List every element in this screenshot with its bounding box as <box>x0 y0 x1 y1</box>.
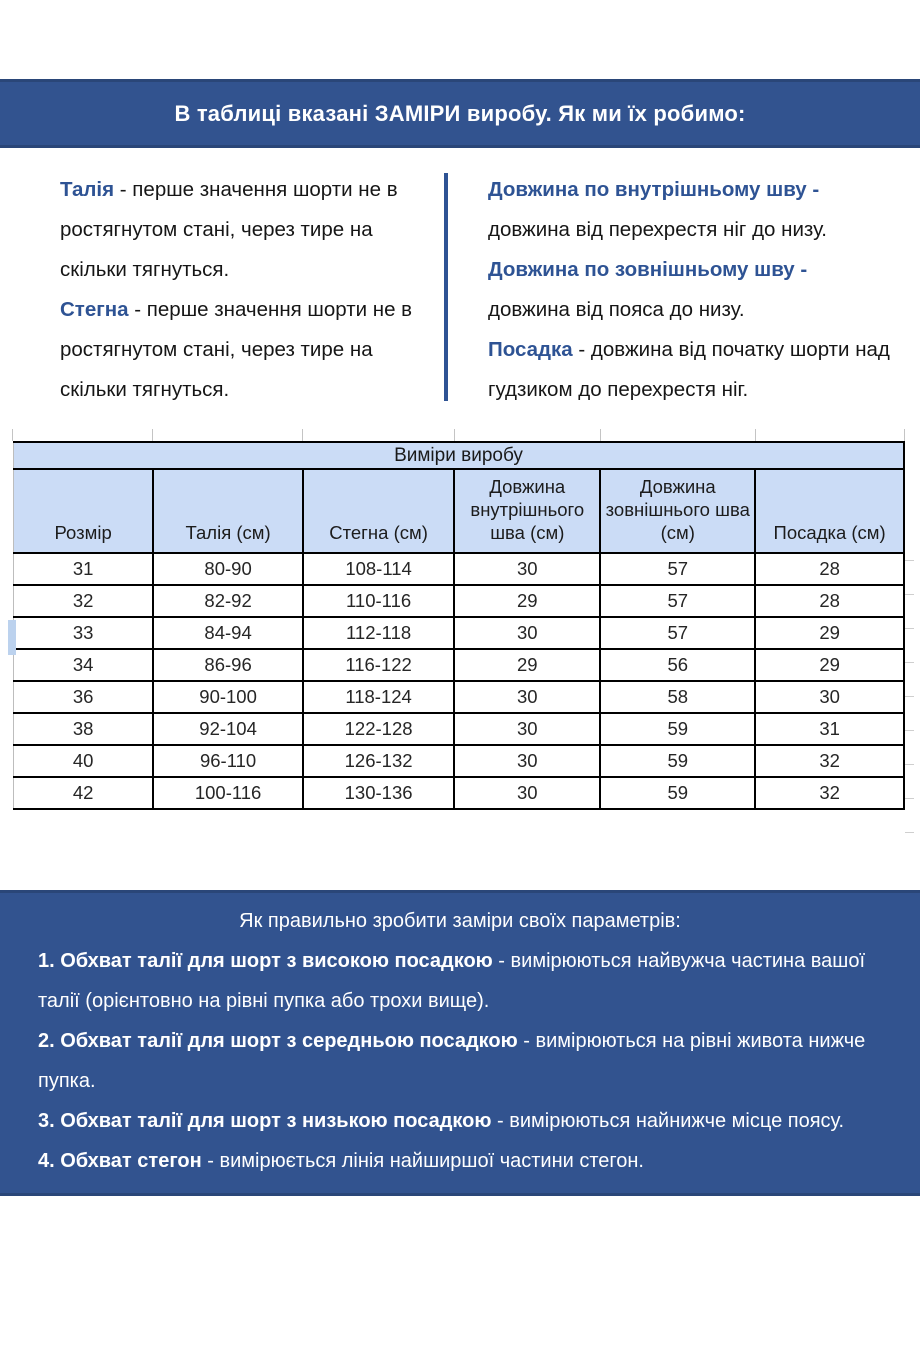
table-cell: 42 <box>14 777 154 809</box>
table-cell: 30 <box>454 745 600 777</box>
definition-text: довжина від пояса до низу. <box>488 298 745 321</box>
gridline-tick <box>905 594 914 595</box>
table-cell: 57 <box>600 617 755 649</box>
gridline-tick <box>755 429 756 441</box>
table-body <box>14 553 905 809</box>
table-cell: 29 <box>755 649 904 681</box>
definition-term: Талія <box>60 178 115 201</box>
table-cell: 130-136 <box>303 777 454 809</box>
definitions-section <box>0 148 920 410</box>
footer-banner <box>0 890 920 1196</box>
column-header: Стегна (см) <box>303 469 454 553</box>
table-cell: 30 <box>454 777 600 809</box>
table-cell: 116-122 <box>303 649 454 681</box>
gridline-tick <box>302 429 303 441</box>
definition-item <box>60 170 444 290</box>
table-cell: 92-104 <box>153 713 303 745</box>
table-row <box>14 777 905 809</box>
gridline-tick <box>905 832 914 833</box>
instruction-text: - вимірюються найвужча частина вашої талії (орієнтовно на рівні пупка або трохи вище). <box>38 950 866 1012</box>
table-cell: 40 <box>14 745 154 777</box>
table-cell: 100-116 <box>153 777 303 809</box>
definition-text: довжина від перехрестя ніг до низу. <box>488 218 827 241</box>
table-row <box>14 585 905 617</box>
table-cell: 59 <box>600 713 755 745</box>
table-cell: 32 <box>14 585 154 617</box>
table-cell: 110-116 <box>303 585 454 617</box>
table-cell: 34 <box>14 649 154 681</box>
definition-item <box>488 170 890 250</box>
instruction-lead: 2. Обхват талії для шорт з середньою посадкою <box>38 1030 518 1052</box>
definition-item <box>60 290 444 410</box>
gridline-tick <box>904 429 905 441</box>
column-header: Довжина зовнішнього шва (см) <box>600 469 755 553</box>
footer-title: Як правильно зробити заміри своїх параметрів: <box>239 910 681 932</box>
column-header: Талія (см) <box>153 469 303 553</box>
table-cell: 32 <box>755 745 904 777</box>
column-header: Розмір <box>14 469 154 553</box>
gridline-tick <box>905 628 914 629</box>
table-cell: 29 <box>755 617 904 649</box>
table-cell: 84-94 <box>153 617 303 649</box>
table-cell: 90-100 <box>153 681 303 713</box>
table-cell: 58 <box>600 681 755 713</box>
gridline-tick <box>905 662 914 663</box>
gridline-tick <box>152 429 153 441</box>
table-cell: 118-124 <box>303 681 454 713</box>
table-row <box>14 617 905 649</box>
gridline-tick <box>905 798 914 799</box>
column-divider <box>444 173 448 401</box>
table-cell: 33 <box>14 617 154 649</box>
definitions-right-column <box>488 170 890 410</box>
table-cell: 30 <box>755 681 904 713</box>
table-cell: 96-110 <box>153 745 303 777</box>
size-table <box>13 441 905 810</box>
table-header-row <box>14 469 905 553</box>
instruction-text: - вимірюється лінія найширшої частини стегон. <box>201 1150 644 1172</box>
table-cell: 31 <box>755 713 904 745</box>
table-cell: 86-96 <box>153 649 303 681</box>
table-cell: 108-114 <box>303 553 454 585</box>
column-header: Посадка (см) <box>755 469 904 553</box>
instruction-lead: 3. Обхват талії для шорт з низькою посадкою <box>38 1110 492 1132</box>
table-cell: 30 <box>454 681 600 713</box>
definition-text: - довжина від початку шорти над гудзиком до перехрестя ніг. <box>488 338 890 401</box>
table-title-row <box>14 442 905 469</box>
gridline-tick <box>905 696 914 697</box>
gridline-tick <box>454 429 455 441</box>
gridline-ticks-top <box>13 429 905 441</box>
table-cell: 82-92 <box>153 585 303 617</box>
table-cell: 29 <box>454 649 600 681</box>
instruction-text: - вимірюються на рівні живота нижче пупка. <box>38 1030 866 1092</box>
gridline-tick <box>905 560 914 561</box>
table-title: Виміри виробу <box>14 442 905 469</box>
definition-text: - перше значення шорти не в ростягнутом стані, через тире на скільки тягнуться. <box>60 298 413 401</box>
table-cell: 28 <box>755 585 904 617</box>
measure-instruction <box>38 1101 882 1141</box>
table-cell: 126-132 <box>303 745 454 777</box>
table-cell: 32 <box>755 777 904 809</box>
definition-term: Довжина по внутрішньому шву - <box>488 178 820 201</box>
gridline-tick <box>905 730 914 731</box>
header-banner <box>0 79 920 148</box>
gridline-tick <box>12 429 13 441</box>
table-cell: 112-118 <box>303 617 454 649</box>
table-cell: 38 <box>14 713 154 745</box>
table-row <box>14 713 905 745</box>
table-cell: 122-128 <box>303 713 454 745</box>
definitions-left-column <box>60 170 444 410</box>
table-cell: 80-90 <box>153 553 303 585</box>
measure-instruction <box>38 941 882 1021</box>
table-cell: 59 <box>600 777 755 809</box>
instruction-text: - вимірюються найнижче місце поясу. <box>491 1110 845 1132</box>
spreadsheet-selection-artifact <box>8 620 16 655</box>
table-cell: 57 <box>600 553 755 585</box>
definition-item <box>488 250 890 330</box>
table-row <box>14 553 905 585</box>
gridline-tick <box>600 429 601 441</box>
table-cell: 31 <box>14 553 154 585</box>
measure-instruction <box>38 1021 882 1101</box>
definition-term: Посадка <box>488 338 573 361</box>
measure-instruction <box>38 1141 882 1181</box>
table-cell: 36 <box>14 681 154 713</box>
instruction-lead: 4. Обхват стегон <box>38 1150 202 1172</box>
table-cell: 28 <box>755 553 904 585</box>
table-row <box>14 681 905 713</box>
table-cell: 30 <box>454 617 600 649</box>
table-row <box>14 745 905 777</box>
gridline-tick <box>905 764 914 765</box>
definition-term: Стегна <box>60 298 129 321</box>
footer-instructions <box>38 941 882 1181</box>
definition-text: - перше значення шорти не в ростягнутом стані, через тире на скільки тягнуться. <box>60 178 398 281</box>
page-title: В таблиці вказані ЗАМІРИ виробу. Як ми їх робимо: <box>174 100 746 126</box>
instruction-lead: 1. Обхват талії для шорт з високою посадкою <box>38 950 493 972</box>
definition-term: Довжина по зовнішньому шву - <box>488 258 808 281</box>
table-cell: 30 <box>454 713 600 745</box>
column-header: Довжина внутрішнього шва (см) <box>454 469 600 553</box>
table-cell: 56 <box>600 649 755 681</box>
size-table-section <box>13 441 905 810</box>
table-cell: 30 <box>454 553 600 585</box>
table-row <box>14 649 905 681</box>
table-cell: 29 <box>454 585 600 617</box>
table-cell: 59 <box>600 745 755 777</box>
table-cell: 57 <box>600 585 755 617</box>
definition-item <box>488 330 890 410</box>
